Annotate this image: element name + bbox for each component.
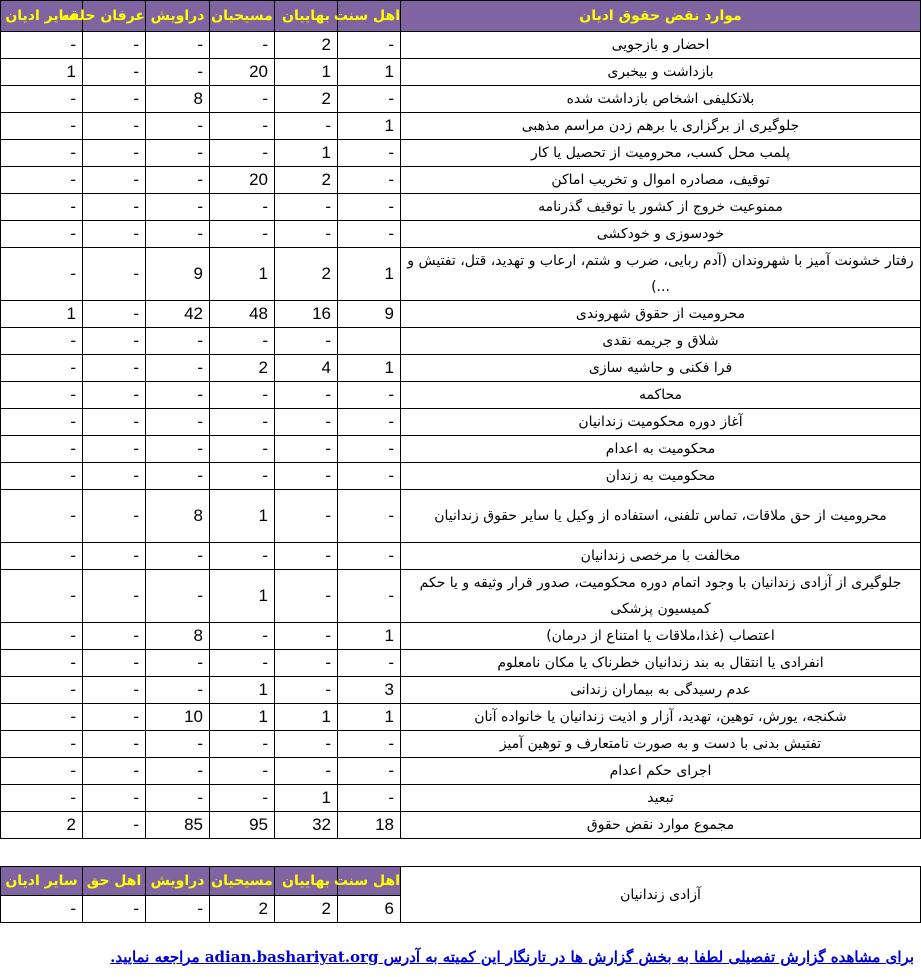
cell-bahaiyan: - <box>275 677 338 704</box>
value-sayer-adyan: - <box>1 896 83 923</box>
cell-topic: شلاق و جریمه نقدی <box>401 328 921 355</box>
cell-ahl-sunnat: - <box>338 490 401 543</box>
cell-bahaiyan: 2 <box>275 167 338 194</box>
cell-daravish: - <box>146 570 210 623</box>
cell-bahaiyan: - <box>275 409 338 436</box>
cell-erfan-halgheh: - <box>83 812 146 839</box>
table-row <box>1 650 921 677</box>
cell-masihiyan: - <box>210 140 275 167</box>
cell-topic: تفتیش بدنی با دست و به صورت نامتعارف و توهین آمیز <box>401 731 921 758</box>
cell-daravish: - <box>146 32 210 59</box>
cell-ahl-sunnat: - <box>338 758 401 785</box>
cell-ahl-sunnat: - <box>338 221 401 248</box>
cell-masihiyan: 1 <box>210 248 275 301</box>
cell-daravish: - <box>146 328 210 355</box>
cell-bahaiyan: 1 <box>275 704 338 731</box>
cell-masihiyan: - <box>210 86 275 113</box>
cell-erfan-halgheh: - <box>83 623 146 650</box>
cell-masihiyan: 1 <box>210 677 275 704</box>
cell-topic: ممنوعیت خروج از کشور یا توقیف گذرنامه <box>401 194 921 221</box>
cell-ahl-sunnat: - <box>338 409 401 436</box>
cell-daravish: - <box>146 113 210 140</box>
table-row <box>1 463 921 490</box>
table-row <box>1 86 921 113</box>
cell-sayer-adyan: - <box>1 543 83 570</box>
cell-ahl-sunnat: 1 <box>338 248 401 301</box>
table-row <box>1 382 921 409</box>
cell-topic: جلوگیری از برگزاری یا برهم زدن مراسم مذهبی <box>401 113 921 140</box>
cell-daravish: 9 <box>146 248 210 301</box>
cell-bahaiyan: - <box>275 731 338 758</box>
cell-masihiyan: - <box>210 623 275 650</box>
table-row <box>1 436 921 463</box>
cell-masihiyan: - <box>210 785 275 812</box>
table-row <box>1 677 921 704</box>
header-ahl-sunnat: اهل سنت <box>338 867 401 896</box>
header-masihiyan: مسیحیان <box>210 867 275 896</box>
cell-sayer-adyan: - <box>1 785 83 812</box>
header-sayer-adyan: سایر ادیان <box>1 1 83 32</box>
cell-topic: انفرادی یا انتقال به بند زندانیان خطرناک یا مکان نامعلوم <box>401 650 921 677</box>
cell-sayer-adyan: - <box>1 677 83 704</box>
cell-ahl-sunnat: 1 <box>338 623 401 650</box>
cell-sayer-adyan: - <box>1 194 83 221</box>
cell-masihiyan: 1 <box>210 570 275 623</box>
cell-topic: توقیف، مصادره اموال و تخریب اماکن <box>401 167 921 194</box>
cell-erfan-halgheh: - <box>83 731 146 758</box>
table-row <box>1 409 921 436</box>
cell-erfan-halgheh: - <box>83 570 146 623</box>
cell-masihiyan: - <box>210 194 275 221</box>
header-bahaiyan: بهاییان <box>275 867 338 896</box>
cell-daravish: - <box>146 758 210 785</box>
table-row <box>1 785 921 812</box>
header-bahaiyan: بهاییان <box>275 1 338 32</box>
cell-erfan-halgheh: - <box>83 301 146 328</box>
cell-erfan-halgheh: - <box>83 355 146 382</box>
cell-masihiyan: - <box>210 113 275 140</box>
cell-bahaiyan: - <box>275 463 338 490</box>
cell-sayer-adyan: - <box>1 32 83 59</box>
table-row <box>1 731 921 758</box>
cell-ahl-sunnat: 3 <box>338 677 401 704</box>
cell-sayer-adyan: - <box>1 113 83 140</box>
cell-erfan-halgheh: - <box>83 758 146 785</box>
cell-bahaiyan: - <box>275 328 338 355</box>
table-row <box>1 167 921 194</box>
header-daravish: دراویش <box>146 1 210 32</box>
cell-ahl-sunnat: 1 <box>338 355 401 382</box>
cell-ahl-sunnat: - <box>338 650 401 677</box>
cell-topic: فرا فکنی و حاشیه سازی <box>401 355 921 382</box>
cell-daravish: - <box>146 194 210 221</box>
table-header-row <box>1 1 921 32</box>
value-ahl-hagh: - <box>83 896 146 923</box>
cell-masihiyan: 20 <box>210 59 275 86</box>
cell-masihiyan: - <box>210 32 275 59</box>
cell-sayer-adyan: - <box>1 650 83 677</box>
cell-topic: محرومیت از حقوق شهروندی <box>401 301 921 328</box>
table-row <box>1 221 921 248</box>
table-row <box>1 32 921 59</box>
table-row <box>1 140 921 167</box>
cell-daravish: - <box>146 140 210 167</box>
cell-topic: عدم رسیدگی به بیماران زندانی <box>401 677 921 704</box>
table-row <box>1 758 921 785</box>
cell-sayer-adyan: - <box>1 436 83 463</box>
cell-topic: شکنجه، یورش، توهین، تهدید، آزار و اذیت زندانیان یا خانواده آنان <box>401 704 921 731</box>
cell-masihiyan: - <box>210 731 275 758</box>
prisoner-release-label: آزادی زندانیان <box>401 867 921 923</box>
cell-ahl-sunnat: - <box>338 785 401 812</box>
cell-ahl-sunnat: 9 <box>338 301 401 328</box>
cell-masihiyan: 48 <box>210 301 275 328</box>
cell-ahl-sunnat: - <box>338 32 401 59</box>
cell-bahaiyan: - <box>275 221 338 248</box>
cell-bahaiyan: - <box>275 758 338 785</box>
cell-topic: محرومیت از حق ملاقات، تماس تلفنی، استفاده از وکیل یا سایر حقوق زندانیان <box>401 490 921 543</box>
footer-note[interactable]: برای مشاهده گزارش تفصیلی لطفا به بخش گزارش ها در تارنگار این کمیته به آدرس adian.bashariyat.org مراجعه نمایید. <box>110 948 914 966</box>
cell-sayer-adyan: - <box>1 623 83 650</box>
cell-topic: بازداشت و بیخبری <box>401 59 921 86</box>
cell-sayer-adyan: - <box>1 86 83 113</box>
cell-daravish: 10 <box>146 704 210 731</box>
cell-topic: آغاز دوره محکومیت زندانیان <box>401 409 921 436</box>
cell-erfan-halgheh: - <box>83 382 146 409</box>
cell-topic: محاکمه <box>401 382 921 409</box>
cell-erfan-halgheh: - <box>83 32 146 59</box>
cell-daravish: - <box>146 650 210 677</box>
cell-ahl-sunnat: - <box>338 194 401 221</box>
cell-ahl-sunnat: - <box>338 463 401 490</box>
cell-sayer-adyan: - <box>1 731 83 758</box>
cell-bahaiyan: 4 <box>275 355 338 382</box>
header-masihiyan: مسیحیان <box>210 1 275 32</box>
cell-bahaiyan: - <box>275 490 338 543</box>
cell-daravish: - <box>146 382 210 409</box>
cell-masihiyan: - <box>210 543 275 570</box>
table-row <box>1 490 921 543</box>
header-daravish: دراویش <box>146 867 210 896</box>
cell-bahaiyan: - <box>275 650 338 677</box>
value-masihiyan: 2 <box>210 896 275 923</box>
cell-erfan-halgheh: - <box>83 409 146 436</box>
cell-erfan-halgheh: - <box>83 248 146 301</box>
cell-sayer-adyan: - <box>1 704 83 731</box>
cell-ahl-sunnat: - <box>338 543 401 570</box>
cell-ahl-sunnat: 1 <box>338 113 401 140</box>
cell-bahaiyan: 2 <box>275 86 338 113</box>
cell-daravish: - <box>146 731 210 758</box>
value-bahaiyan: 2 <box>275 896 338 923</box>
cell-sayer-adyan: 2 <box>1 812 83 839</box>
cell-erfan-halgheh: - <box>83 328 146 355</box>
cell-masihiyan: - <box>210 436 275 463</box>
cell-bahaiyan: 1 <box>275 59 338 86</box>
cell-topic: پلمب محل کسب، محرومیت از تحصیل یا کار <box>401 140 921 167</box>
cell-bahaiyan: 16 <box>275 301 338 328</box>
cell-masihiyan: 20 <box>210 167 275 194</box>
cell-erfan-halgheh: - <box>83 677 146 704</box>
table-row <box>1 623 921 650</box>
cell-erfan-halgheh: - <box>83 490 146 543</box>
cell-ahl-sunnat <box>338 328 401 355</box>
cell-masihiyan: - <box>210 221 275 248</box>
table-row <box>1 543 921 570</box>
cell-bahaiyan: - <box>275 382 338 409</box>
cell-topic: محکومیت به زندان <box>401 463 921 490</box>
cell-bahaiyan: 1 <box>275 140 338 167</box>
cell-topic: احضار و بازجویی <box>401 32 921 59</box>
cell-daravish: 8 <box>146 490 210 543</box>
cell-masihiyan: - <box>210 650 275 677</box>
table-row <box>1 301 921 328</box>
cell-sayer-adyan: - <box>1 355 83 382</box>
cell-sayer-adyan: - <box>1 758 83 785</box>
prisoner-header-row <box>1 867 921 896</box>
cell-erfan-halgheh: - <box>83 463 146 490</box>
cell-sayer-adyan: - <box>1 328 83 355</box>
cell-daravish: - <box>146 436 210 463</box>
cell-masihiyan: - <box>210 328 275 355</box>
cell-bahaiyan: - <box>275 543 338 570</box>
header-ahl-hagh: اهل حق <box>83 867 146 896</box>
cell-daravish: 8 <box>146 86 210 113</box>
cell-topic: جلوگیری از آزادی زندانیان با وجود اتمام دوره محکومیت، صدور قرار وثیقه و یا حکم کمیسیون پزشکی <box>401 570 921 623</box>
cell-erfan-halgheh: - <box>83 140 146 167</box>
cell-bahaiyan: - <box>275 436 338 463</box>
cell-sayer-adyan: - <box>1 463 83 490</box>
cell-masihiyan: 2 <box>210 355 275 382</box>
cell-daravish: 42 <box>146 301 210 328</box>
cell-daravish: 8 <box>146 623 210 650</box>
cell-ahl-sunnat: - <box>338 86 401 113</box>
header-erfan-halgheh: عرفان حلقه <box>83 1 146 32</box>
cell-erfan-halgheh: - <box>83 113 146 140</box>
cell-bahaiyan: - <box>275 570 338 623</box>
cell-masihiyan: - <box>210 463 275 490</box>
header-topic: موارد نقض حقوق ادیان <box>401 1 921 32</box>
cell-topic: تبعید <box>401 785 921 812</box>
cell-daravish: - <box>146 463 210 490</box>
cell-erfan-halgheh: - <box>83 59 146 86</box>
cell-topic: اجرای حکم اعدام <box>401 758 921 785</box>
cell-daravish: - <box>146 221 210 248</box>
cell-sayer-adyan: 1 <box>1 301 83 328</box>
cell-erfan-halgheh: - <box>83 704 146 731</box>
cell-bahaiyan: 32 <box>275 812 338 839</box>
cell-ahl-sunnat: 1 <box>338 59 401 86</box>
cell-sayer-adyan: - <box>1 490 83 543</box>
header-ahl-sunnat: اهل سنت <box>338 1 401 32</box>
cell-daravish: - <box>146 167 210 194</box>
table-row <box>1 704 921 731</box>
cell-sayer-adyan: - <box>1 409 83 436</box>
cell-erfan-halgheh: - <box>83 221 146 248</box>
cell-ahl-sunnat: - <box>338 140 401 167</box>
cell-daravish: - <box>146 543 210 570</box>
cell-topic: رفتار خشونت آمیز با شهروندان (آدم ربایی، ضرب و شتم، ارعاب و تهدید، قتل، تفتیش و ...) <box>401 248 921 301</box>
cell-topic: خودسوزی و خودکشی <box>401 221 921 248</box>
cell-bahaiyan: 1 <box>275 785 338 812</box>
cell-bahaiyan: 2 <box>275 32 338 59</box>
cell-bahaiyan: - <box>275 623 338 650</box>
table-row <box>1 328 921 355</box>
cell-ahl-sunnat: - <box>338 167 401 194</box>
cell-erfan-halgheh: - <box>83 167 146 194</box>
cell-erfan-halgheh: - <box>83 194 146 221</box>
prisoner-release-table <box>0 866 921 923</box>
cell-daravish: - <box>146 785 210 812</box>
cell-sayer-adyan: - <box>1 140 83 167</box>
cell-erfan-halgheh: - <box>83 785 146 812</box>
cell-ahl-sunnat: 1 <box>338 704 401 731</box>
cell-topic: اعتصاب (غذا،ملاقات یا امتناع از درمان) <box>401 623 921 650</box>
cell-masihiyan: - <box>210 758 275 785</box>
cell-erfan-halgheh: - <box>83 650 146 677</box>
cell-sayer-adyan: 1 <box>1 59 83 86</box>
table-row <box>1 248 921 301</box>
cell-sayer-adyan: - <box>1 570 83 623</box>
cell-erfan-halgheh: - <box>83 436 146 463</box>
cell-topic: محکومیت به اعدام <box>401 436 921 463</box>
table-row <box>1 194 921 221</box>
cell-bahaiyan: - <box>275 113 338 140</box>
cell-sayer-adyan: - <box>1 221 83 248</box>
cell-masihiyan: 1 <box>210 704 275 731</box>
cell-masihiyan: 95 <box>210 812 275 839</box>
table-row <box>1 570 921 623</box>
cell-ahl-sunnat: - <box>338 570 401 623</box>
cell-ahl-sunnat: - <box>338 436 401 463</box>
cell-ahl-sunnat: - <box>338 382 401 409</box>
cell-bahaiyan: - <box>275 194 338 221</box>
cell-daravish: - <box>146 59 210 86</box>
cell-sayer-adyan: - <box>1 382 83 409</box>
cell-sayer-adyan: - <box>1 248 83 301</box>
cell-erfan-halgheh: - <box>83 543 146 570</box>
cell-daravish: - <box>146 409 210 436</box>
value-daravish: - <box>146 896 210 923</box>
cell-topic: بلاتکلیفی اشخاص بازداشت شده <box>401 86 921 113</box>
table-row <box>1 59 921 86</box>
value-ahl-sunnat: 6 <box>338 896 401 923</box>
cell-masihiyan: - <box>210 382 275 409</box>
cell-bahaiyan: 2 <box>275 248 338 301</box>
cell-daravish: - <box>146 355 210 382</box>
cell-sayer-adyan: - <box>1 167 83 194</box>
table-row <box>1 113 921 140</box>
cell-topic: مخالفت با مرخصی زندانیان <box>401 543 921 570</box>
table-row <box>1 355 921 382</box>
cell-masihiyan: 1 <box>210 490 275 543</box>
cell-ahl-sunnat: 18 <box>338 812 401 839</box>
header-sayer-adyan: سایر ادیان <box>1 867 83 896</box>
cell-masihiyan: - <box>210 409 275 436</box>
cell-topic: مجموع موارد نقض حقوق <box>401 812 921 839</box>
cell-daravish: - <box>146 677 210 704</box>
cell-erfan-halgheh: - <box>83 86 146 113</box>
cell-daravish: 85 <box>146 812 210 839</box>
table-row <box>1 812 921 839</box>
cell-ahl-sunnat: - <box>338 731 401 758</box>
